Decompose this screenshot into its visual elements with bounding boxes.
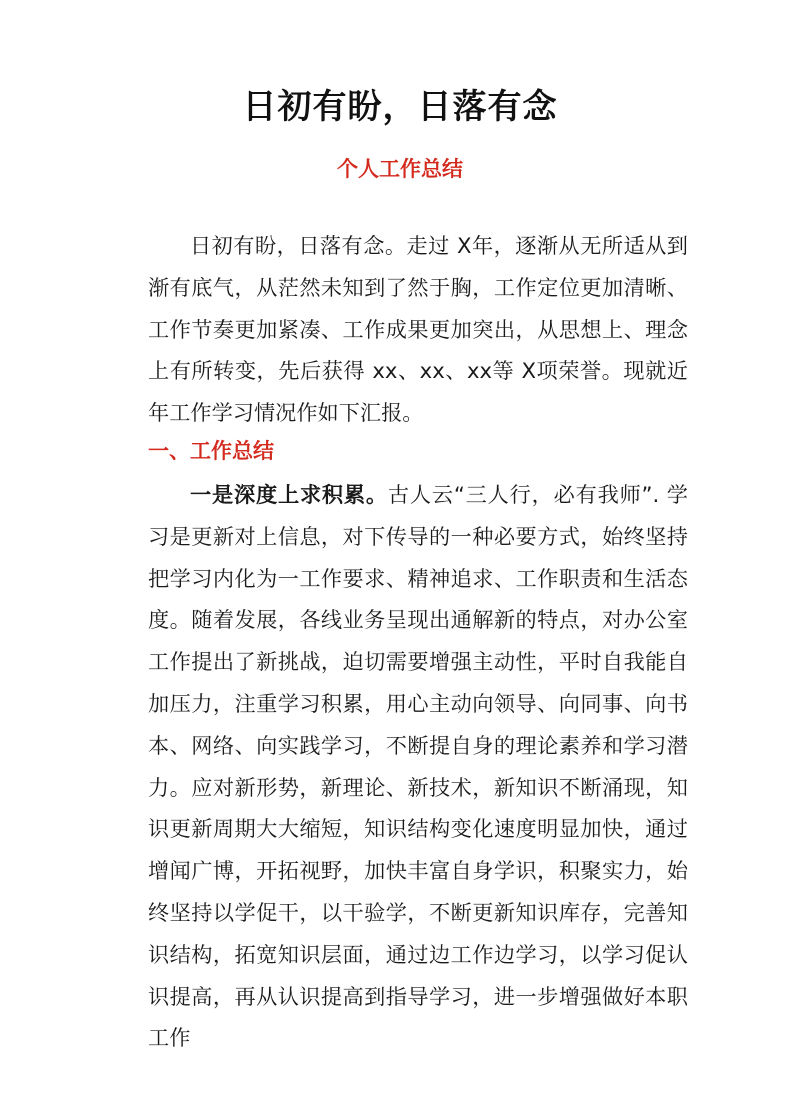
section-heading: 一、工作总结	[148, 439, 274, 463]
paragraph-body: 古人云“三人行，必有我师”. 学习是更新对上信息，对下传导的一种必要方式，始终坚持把学习内化为一工作要求、精神追求、工作职责和生活态度。随着发展，各线业务呈现出通解新的特点，对办公室工作提出了新挑战，迫切需要增强主动性，平时自我能自加压力，注重学习积累，用心主动向领导、向同事、向书本、网络、向实践学习，不断提自身的理论素养和学习潜力。应对新形势，新理论、新技术，新知识不断涌现，知识更新周期大大缩短，知识结构变化速度明显加快，通过增闻广博，开拓视野，加快丰富自身学识，积聚实力，始终坚持以学促干，以干验学，不断更新知识库存，完善知识结构，拓宽知识层面，通过边工作边学习，以学习促认识提高，再从认识提高到指导学习，进一步增强做好本职工作	[148, 482, 688, 1051]
paragraph-lead: 一是深度上求积累。	[190, 482, 388, 507]
document-subtitle: 个人工作总结	[337, 157, 463, 181]
intro-paragraph: 日初有盼，日落有念。走过 X年，逐渐从无所适从到渐有底气，从茫然未知到了然于胸，工作定位更加清晰、工作节奏更加紧凑、工作成果更加突出，从思想上、理念上有所转变，先后获得 xx、xx、xx等 X项荣誉。现就近年工作学习情况作如下汇报。	[148, 233, 688, 426]
work-summary-paragraph	[148, 474, 688, 1059]
document-title: 日初有盼，日落有念	[242, 87, 558, 127]
